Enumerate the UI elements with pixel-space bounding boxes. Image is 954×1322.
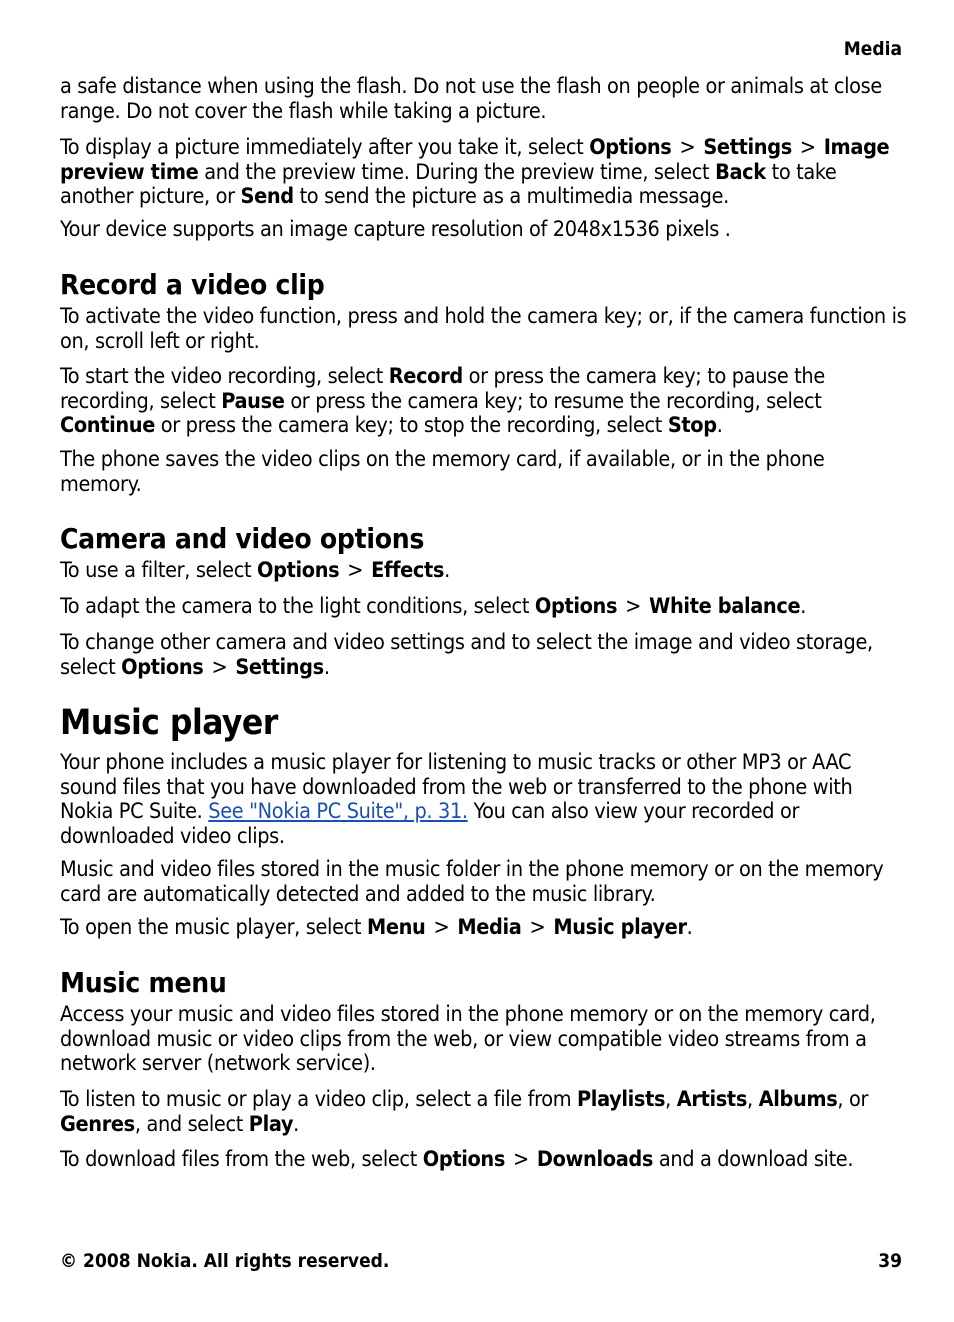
- paragraph-recording-controls: To start the video recording, select Record or press the camera key; to pause the recording, select Pause or press the camera key; to resume the recording, select Continue or press the camera key; to stop the recording, select Stop.: [60, 364, 825, 439]
- paragraph-access-files: Access your music and video files stored in the phone memory or on the memory card, download music or video clips from the web, or view compatible video streams from a network server (network service).: [60, 1002, 876, 1077]
- paragraph-music-library: Music and video files stored in the music folder in the phone memory or on the memory card are automatically detected and added to the music library.: [60, 857, 884, 907]
- paragraph-resolution: Your device supports an image capture resolution of 2048x1536 pixels .: [60, 217, 731, 242]
- footer-page-number: 39: [878, 1250, 902, 1272]
- heading-camera-video-options: Camera and video options: [60, 522, 425, 555]
- footer-copyright: © 2008 Nokia. All rights reserved.: [60, 1250, 390, 1272]
- page-header: Media: [843, 38, 902, 60]
- menu-settings: Settings: [703, 135, 792, 160]
- heading-music-player: Music player: [60, 703, 278, 743]
- softkey-send: Send: [240, 184, 294, 210]
- softkey-pause: Pause: [221, 388, 285, 414]
- heading-record-video-clip: Record a video clip: [60, 268, 325, 301]
- paragraph-open-music-player: To open the music player, select Menu > Media > Music player.: [60, 915, 693, 940]
- paragraph-flash-warning: a safe distance when using the flash. Do not use the flash on people or animals at close range. Do not cover the flash while taking a picture.: [60, 74, 882, 124]
- paragraph-listen-music: To listen to music or play a video clip, select a file from Playlists, Artists, Albums, or Genres, and select Play.: [60, 1087, 869, 1137]
- menu-image-preview-time: Image preview time: [60, 135, 890, 185]
- link-nokia-pc-suite[interactable]: See "Nokia PC Suite", p. 31.: [208, 799, 468, 825]
- paragraph-other-settings: To change other camera and video settings and to select the image and video storage, select Options > Settings.: [60, 630, 873, 680]
- softkey-back: Back: [715, 159, 766, 185]
- softkey-stop: Stop: [667, 413, 717, 439]
- softkey-record: Record: [388, 364, 463, 389]
- paragraph-preview-time: To display a picture immediately after you take it, select Options > Settings > Image preview time and the preview time. During the preview time, select Back to take another picture, or Send to send the picture as a multimedia message.: [60, 135, 890, 210]
- paragraph-activate-video: To activate the video function, press and hold the camera key; or, if the camera function is on, scroll left or right.: [60, 304, 907, 354]
- softkey-continue: Continue: [60, 413, 155, 439]
- menu-options: Options: [589, 135, 672, 160]
- paragraph-music-player-intro: Your phone includes a music player for listening to music tracks or other MP3 or AAC sound files that you have downloaded from the web or transferred to the phone with Nokia PC Suite. See "Nokia PC Suite", p. 31. You can also view your recorded or downloaded video clips.: [60, 750, 853, 849]
- paragraph-download-files: To download files from the web, select Options > Downloads and a download site.: [60, 1147, 854, 1172]
- paragraph-white-balance: To adapt the camera to the light conditions, select Options > White balance.: [60, 594, 807, 619]
- paragraph-filter: To use a filter, select Options > Effects.: [60, 558, 450, 583]
- paragraph-video-storage: The phone saves the video clips on the memory card, if available, or in the phone memory.: [60, 447, 825, 497]
- heading-music-menu: Music menu: [60, 966, 227, 999]
